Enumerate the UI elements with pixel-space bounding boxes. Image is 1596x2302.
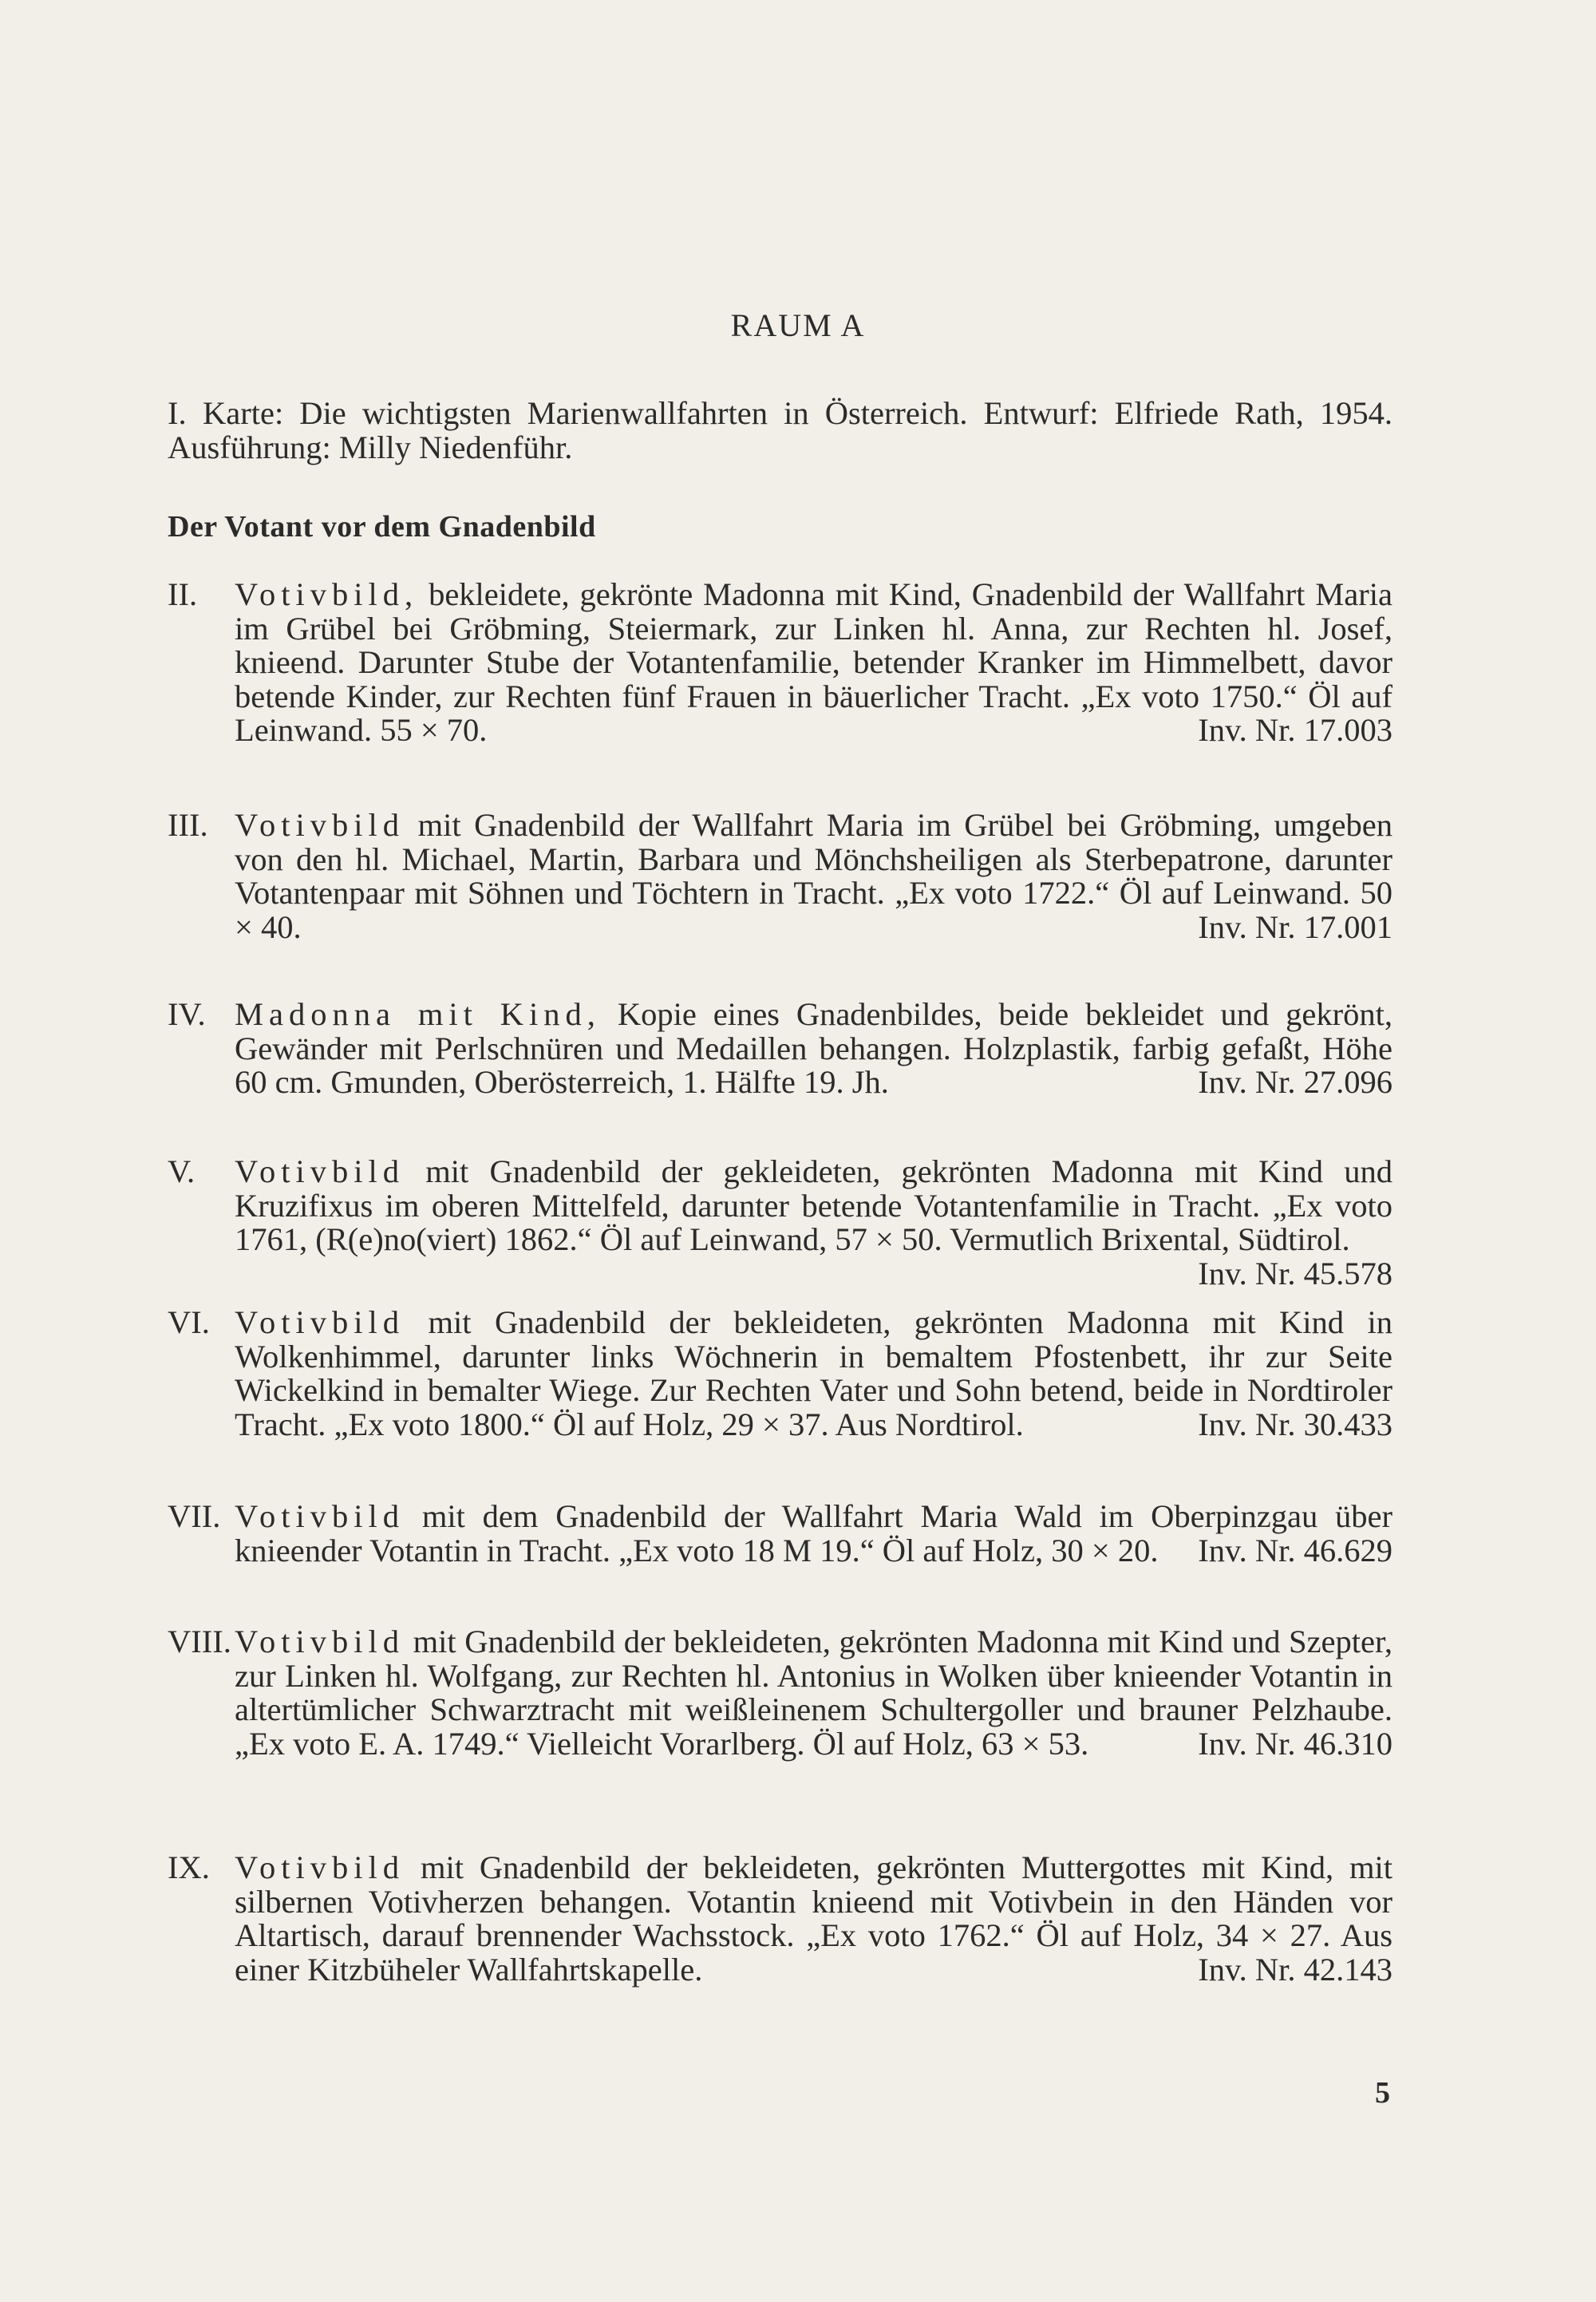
inventory-number: Inv. Nr. 42.143: [1198, 1951, 1393, 1988]
entry-lead: Votivbild: [235, 1498, 405, 1534]
room-title: RAUM A: [730, 307, 866, 343]
inventory-number: Inv. Nr. 17.001: [1198, 908, 1393, 945]
entry-lead: Votivbild,: [235, 576, 419, 612]
entry-text: Karte: Die wichtigsten Marienwallfahrten in Österreich. Entwurf: Elfriede Rath, 1954. Ausführung: Milly Niedenführ.: [168, 395, 1393, 465]
entry-lead: Votivbild: [235, 1624, 405, 1659]
entry-ii: [168, 578, 1393, 748]
inventory-number: Inv. Nr. 30.433: [1198, 1406, 1393, 1442]
entry-lead: Madonna mit Kind,: [235, 996, 601, 1032]
entry-number: I.: [168, 395, 187, 431]
entry-viii: [168, 1625, 1393, 1761]
entry-text: mit Gnadenbild der bekleideten, gekrönten Madonna mit Kind und Szepter, zur Linken hl. Wolfgang, zur Rechten hl. Antonius in Wolken über knieender Votantin in altertümlicher Schwarztracht mit weißleinenem Schultergoller und brauner Pelzhaube. „Ex voto E. A. 1749.“ Vielleicht Vorarlberg. Öl auf Holz, 63 × 53.: [235, 1624, 1393, 1762]
entry-number: VIII.: [168, 1624, 231, 1659]
entry-text: Kopie eines Gnadenbildes, beide bekleidet und gekrönt, Gewänder mit Perlschnüren und Medaillen behangen. Holzplastik, farbig gefaßt, Höhe 60 cm. Gmunden, Oberösterreich, 1. Hälfte 19. Jh.: [235, 996, 1393, 1100]
entry-v: [168, 1155, 1393, 1291]
inventory-number: Inv. Nr. 45.578: [1198, 1255, 1393, 1291]
entry-karte: [168, 397, 1393, 465]
inventory-number: Inv. Nr. 46.310: [1198, 1725, 1393, 1762]
entry-vi: [168, 1306, 1393, 1442]
entry-number: V.: [168, 1153, 196, 1189]
inventory-number: Inv. Nr. 46.629: [1198, 1532, 1393, 1568]
entry-iii: [168, 809, 1393, 944]
entry-text: mit Gnadenbild der bekleideten, gekrönten Muttergottes mit Kind, mit silbernen Votivherzen behangen. Votantin knieend mit Votivbein in den Händen vor Altartisch, darauf brennender Wachsstock. „Ex voto 1762.“ Öl auf Holz, 34 × 27. Aus einer Kitzbüheler Wallfahrtskapelle.: [235, 1849, 1393, 1988]
page-number: 5: [1375, 2076, 1390, 2110]
entry-number: VII.: [168, 1498, 221, 1534]
entry-number: III.: [168, 807, 208, 843]
inventory-number: Inv. Nr. 17.003: [1198, 712, 1393, 748]
entry-text: mit dem Gnadenbild der Wallfahrt Maria Wald im Oberpinzgau über knieender Votantin in Tracht. „Ex voto 18 M 19.“ Öl auf Holz, 30 × 20.: [235, 1498, 1393, 1568]
entry-number: II.: [168, 576, 198, 612]
section-heading: Der Votant vor dem Gnadenbild: [168, 510, 596, 544]
entry-text: mit Gnadenbild der bekleideten, gekrönten Madonna mit Kind in Wolkenhimmel, darunter links Wöchnerin in bemaltem Pfostenbett, ihr zur Seite Wickelkind in bemalter Wiege. Zur Rechten Vater und Sohn betend, beide in Nordtiroler Tracht. „Ex voto 1800.“ Öl auf Holz, 29 × 37. Aus Nordtirol.: [235, 1304, 1393, 1442]
entry-lead: Votivbild: [235, 807, 405, 843]
entry-number: IV.: [168, 996, 206, 1032]
entry-lead: Votivbild: [235, 1153, 405, 1189]
entry-lead: Votivbild: [235, 1304, 405, 1340]
entry-text: bekleidete, gekrönte Madonna mit Kind, Gnadenbild der Wallfahrt Maria im Grübel bei Gröbming, Steiermark, zur Linken hl. Anna, zur Rechten hl. Josef, knieend. Darunter Stube der Votantenfamilie, betender Kranker im Himmelbett, davor betende Kinder, zur Rechten fünf Frauen in bäuerlicher Tracht. „Ex voto 1750.“ Öl auf Leinwand. 55 × 70.: [235, 576, 1393, 748]
entry-text: mit Gnadenbild der gekleideten, gekrönten Madonna mit Kind und Kruzifixus im oberen Mittelfeld, darunter betende Votantenfamilie in Tracht. „Ex voto 1761, (R(e)no(viert) 1862.“ Öl auf Leinwand, 57 × 50. Vermutlich Brixental, Südtirol.: [235, 1153, 1393, 1257]
entry-iv: [168, 998, 1393, 1100]
entry-vii: [168, 1500, 1393, 1568]
entry-number: VI.: [168, 1304, 210, 1340]
entry-number: IX.: [168, 1849, 210, 1885]
entry-ix: [168, 1851, 1393, 1987]
entry-text: mit Gnadenbild der Wallfahrt Maria im Grübel bei Gröbming, umgeben von den hl. Michael, Martin, Barbara und Mönchsheiligen als Sterbepatrone, darunter Votantenpaar mit Söhnen und Töchtern in Tracht. „Ex voto 1722.“ Öl auf Leinwand. 50 × 40.: [235, 807, 1393, 945]
inventory-number: Inv. Nr. 27.096: [1198, 1064, 1393, 1100]
entry-lead: Votivbild: [235, 1849, 405, 1885]
